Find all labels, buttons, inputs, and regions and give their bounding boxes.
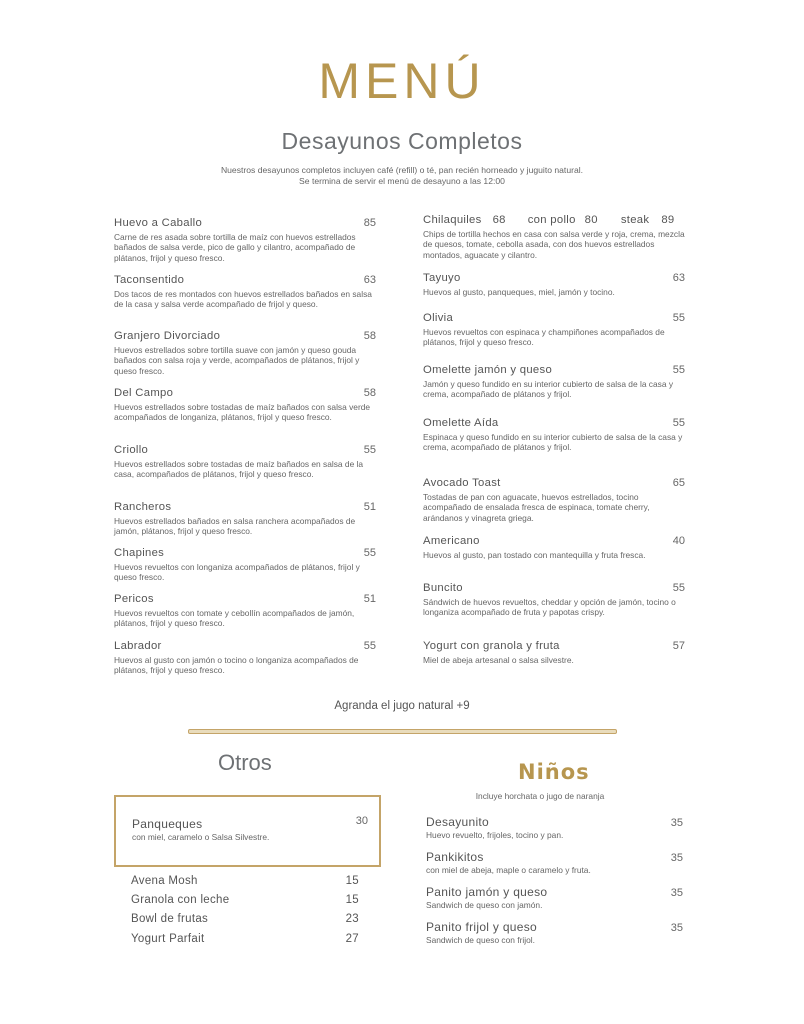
item-name: Chapines (114, 547, 165, 559)
item-price: 35 (670, 852, 683, 864)
intro-line: Se termina de servir el menú de desayuno a las 12:00 (299, 176, 505, 186)
item-price: 35 (670, 817, 683, 829)
item-name: Avocado Toast (423, 477, 501, 489)
item-description: Sándwich de huevos revueltos, cheddar y opción de jamón, tocino o longaniza acompañado de fruta y papotas crispy. (423, 597, 676, 618)
option-name: con pollo (527, 214, 576, 226)
item-price: 35 (670, 922, 683, 934)
option-price: 89 (661, 214, 675, 226)
item-description: Huevos estrellados sobre tostadas de maíz bañados con salsa verde acompañados de longaniza, plátanos, frijol y queso fresco. (114, 402, 371, 423)
menu-item (426, 815, 683, 840)
item-price: 40 (672, 535, 685, 547)
menu-item-panqueques (132, 817, 368, 842)
item-price: 57 (672, 640, 685, 652)
intro-line: Nuestros desayunos completos incluyen café (refill) o té, pan recién horneado y juguito natural. (220, 165, 584, 175)
item-price: 51 (363, 593, 376, 605)
item-price: 85 (363, 217, 376, 229)
item-name: Criollo (114, 444, 149, 456)
item-name: Granjero Divorciado (114, 330, 221, 342)
menu-item (423, 272, 685, 297)
item-description: Huevos estrellados sobre tostadas de maíz bañados en salsa de la casa, acompañados de plátanos, frijol y queso fresco. (114, 459, 364, 480)
item-name: Americano (423, 535, 480, 547)
item-name: Taconsentido (114, 274, 185, 286)
menu-item (114, 330, 376, 376)
item-name: Panqueques (132, 817, 203, 831)
item-description: Huevos estrellados sobre tortilla suave con jamón y queso gouda bañados con salsa roja y verde, acompañados de plátanos, frijol y queso fresco. (114, 345, 360, 376)
menu-item-chilaquiles (423, 214, 685, 260)
item-price: 51 (363, 501, 376, 513)
menu-item (423, 477, 685, 523)
menu-item (114, 274, 376, 310)
item-description: Huevos al gusto, panqueques, miel, jamón y tocino. (423, 287, 615, 297)
item-price: 65 (672, 477, 685, 489)
item-description: Huevos al gusto con jamón o tocino o longaniza acompañados de plátanos, frijol y queso fresco. (114, 655, 359, 676)
item-description: Huevo revuelto, frijoles, tocino y pan. (426, 830, 564, 840)
menu-item (131, 933, 359, 945)
item-description: Huevos revueltos con longaniza acompañados de plátanos, frijol y queso fresco. (114, 562, 360, 583)
item-name: Panito frijol y queso (426, 920, 538, 934)
menu-item (423, 535, 685, 560)
item-name: Olivia (423, 312, 454, 324)
menu-item (426, 850, 683, 875)
item-name: Del Campo (114, 387, 174, 399)
menu-item (423, 417, 685, 453)
item-description: Tostadas de pan con aguacate, huevos estrellados, tocino acompañado de ensalada fresca de espinaca, tomate cherry, arándanos y vinagreta griega. (423, 492, 650, 523)
menu-item (114, 547, 376, 583)
item-description: Huevos revueltos con espinaca y champiñones acompañados de plátanos, frijol y queso fresco. (423, 327, 665, 348)
intro-text (0, 165, 804, 187)
option-price: 80 (584, 214, 598, 226)
menu-item (131, 894, 359, 906)
item-name: Rancheros (114, 501, 172, 513)
item-name: Omelette jamón y queso (423, 364, 553, 376)
menu-item (131, 913, 359, 925)
item-description: Sandwich de queso con jamón. (426, 900, 543, 910)
item-price: 27 (345, 933, 359, 945)
menu-item (426, 920, 683, 945)
menu-item (114, 640, 376, 676)
item-name: Panito jamón y queso (426, 885, 548, 899)
item-description: Huevos revueltos con tomate y cebollín acompañados de jamón, plátanos, frijol y queso fresco. (114, 608, 355, 629)
item-name: Chilaquiles (423, 214, 482, 226)
item-name: Bowl de frutas (131, 913, 209, 925)
menu-item (114, 217, 376, 263)
section-title-ninos: Niños (518, 760, 590, 784)
item-description: Jamón y queso fundido en su interior cubierto de salsa de la casa y crema, acompañado de plátanos y frijol. (423, 379, 674, 400)
menu-item (423, 640, 685, 665)
menu-title: MENÚ (318, 53, 486, 109)
item-price: 55 (363, 547, 376, 559)
item-price: 55 (672, 364, 685, 376)
menu-item (423, 364, 685, 400)
item-name: Pericos (114, 593, 154, 605)
item-price: 55 (672, 417, 685, 429)
item-name: Huevo a Caballo (114, 217, 203, 229)
juice-upgrade-note: Agranda el jugo natural +9 (334, 700, 470, 712)
featured-item-box (114, 795, 381, 867)
menu-item (114, 593, 376, 629)
menu-item (423, 582, 685, 618)
item-description: Huevos estrellados bañados en salsa ranchera acompañados de jamón, plátanos, frijol y queso fresco. (114, 516, 356, 537)
item-name: Labrador (114, 640, 162, 652)
item-description: Dos tacos de res montados con huevos estrellados bañados en salsa de la casa y salsa verde acompañado de frijol y queso. (114, 289, 372, 310)
item-name: Granola con leche (131, 894, 230, 906)
item-name: Desayunito (426, 815, 490, 829)
item-name: Yogurt Parfait (131, 933, 205, 945)
item-price: 58 (363, 330, 376, 342)
item-description: Carne de res asada sobre tortilla de maíz con huevos estrellados bañados de salsa verde, pico de gallo y cilantro, acompañado de plátanos, frijol y queso fresco. (114, 232, 356, 263)
item-description: Chips de tortilla hechos en casa con salsa verde y roja, crema, mezcla de quesos, tomate, cebolla asada, con dos huevos estrellados montados, aguacate y cilantro. (423, 229, 685, 260)
item-price: 55 (363, 444, 376, 456)
item-name: Omelette Aída (423, 417, 499, 429)
item-description: Miel de abeja artesanal o salsa silvestre. (423, 655, 574, 665)
item-price: 15 (345, 875, 359, 887)
item-description: con miel de abeja, maple o caramelo y fruta. (426, 865, 591, 875)
item-description: Sandwich de queso con frijol. (426, 935, 535, 945)
item-description: Espinaca y queso fundido en su interior cubierto de salsa de la casa y crema, acompañado de plátanos y frijol. (423, 432, 683, 453)
item-price: 23 (345, 913, 359, 925)
item-price: 15 (345, 894, 359, 906)
item-price: 58 (363, 387, 376, 399)
item-name: Yogurt con granola y fruta (423, 640, 560, 652)
item-price: 68 (492, 214, 506, 226)
item-name: Avena Mosh (131, 875, 198, 887)
menu-item (114, 444, 376, 480)
item-name: Buncito (423, 582, 463, 594)
menu-item (426, 885, 683, 910)
divider (188, 729, 617, 734)
menu-item (131, 875, 359, 887)
item-name: Tayuyo (423, 272, 461, 284)
menu-item (423, 312, 685, 348)
item-description: Huevos al gusto, pan tostado con mantequilla y fruta fresca. (423, 550, 646, 560)
ninos-note: Incluye horchata o jugo de naranja (475, 791, 605, 801)
section-title-otros: Otros (218, 750, 272, 775)
item-price: 63 (672, 272, 685, 284)
item-price: 55 (672, 582, 685, 594)
item-name: Pankikitos (426, 850, 484, 864)
option-name: steak (620, 214, 650, 226)
item-price: 55 (672, 312, 685, 324)
item-price: 55 (363, 640, 376, 652)
item-price: 30 (355, 815, 368, 827)
menu-item (114, 501, 376, 537)
item-price: 35 (670, 887, 683, 899)
section-title-desayunos: Desayunos Completos (281, 128, 523, 154)
menu-item (114, 387, 376, 423)
item-price: 63 (363, 274, 376, 286)
item-description: con miel, caramelo o Salsa Silvestre. (132, 832, 270, 842)
